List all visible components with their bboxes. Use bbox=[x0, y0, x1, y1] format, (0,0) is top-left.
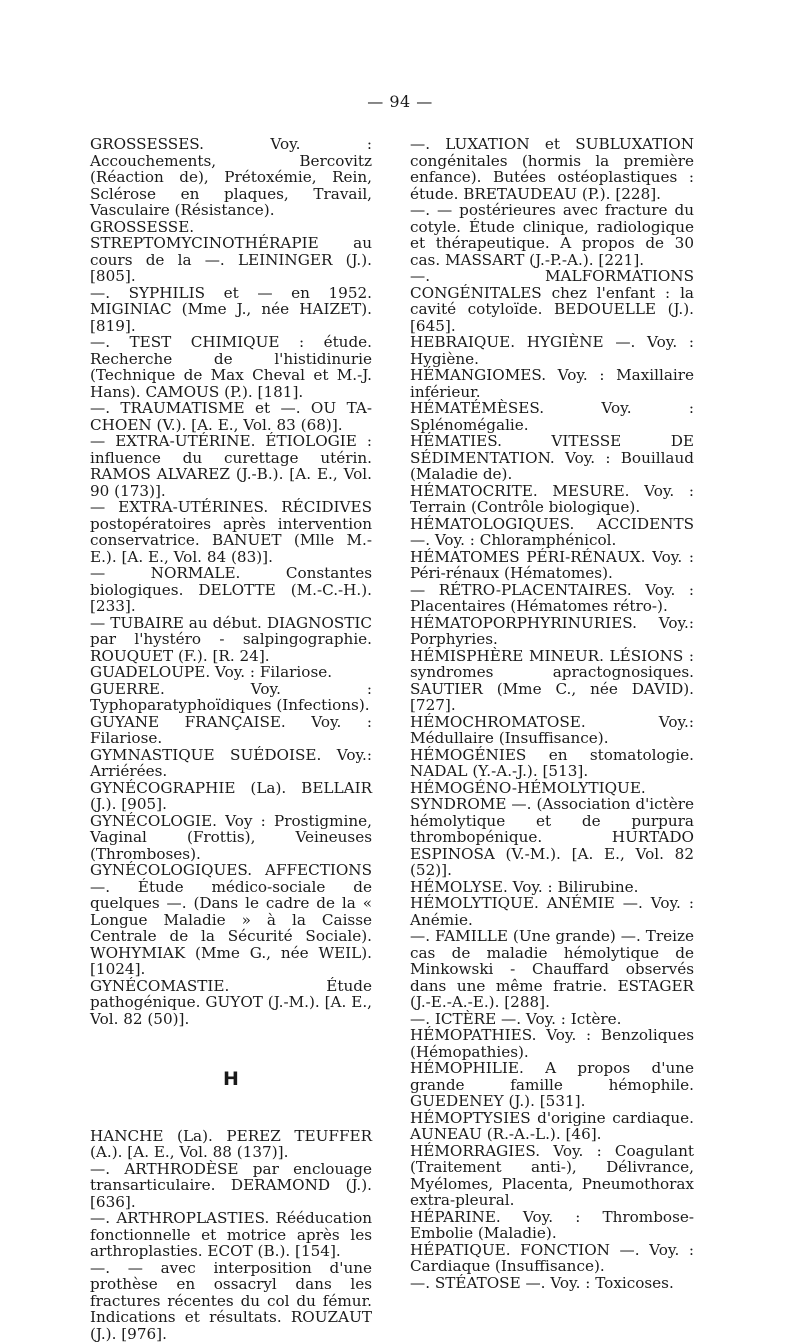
index-entry-text: —. ICTÈRE —. Voy. : Ictère. bbox=[410, 1009, 622, 1028]
index-entry-text: HÉMOPATHIES. Voy. : Benzoliques (Hémopathies). bbox=[410, 1026, 699, 1061]
index-entry bbox=[410, 580, 699, 615]
index-entry bbox=[410, 712, 699, 747]
index-entry bbox=[410, 1240, 699, 1275]
index-entry bbox=[410, 267, 699, 335]
index-entry bbox=[410, 1209, 694, 1242]
index-entry-text: — RÉTRO-PLACENTAIRES. Voy. : Placentaires (Hématomes rétro-). bbox=[410, 580, 699, 615]
index-entry bbox=[90, 712, 377, 747]
index-entry-text: HÉMOGÉNO-HÉMOLYTIQUE. SYNDROME —. (Association d'ictère hémolytique et de purpura thrombopénique. HURTADO ESPINOSA (V.-M.). [A. E., Vol. 82 (52)]. bbox=[410, 778, 699, 879]
index-entry-text: HÉMOLYSE. Voy. : Bilirubine. bbox=[410, 877, 639, 896]
index-entry bbox=[410, 778, 699, 879]
index-entry-text: —. MALFORMATIONS CONGÉNITALES chez l'enfant : la cavité cotyloïde. BEDOUELLE (J.). [645]. bbox=[410, 267, 699, 335]
index-entry-text: HÉMANGIOMES. Voy. : Maxillaire inférieur. bbox=[410, 366, 699, 401]
index-entry bbox=[90, 1258, 377, 1343]
index-entry-text: HEBRAIQUE. HYGIÈNE —. Voy. : Hygiène. bbox=[410, 333, 699, 368]
index-entry-text: HÉMATOLOGIQUES. ACCIDENTS —. Voy. : Chloramphénicol. bbox=[410, 514, 699, 549]
index-entry bbox=[410, 646, 699, 714]
index-entry-text: —. SYPHILIS et — en 1952. MIGINIAC (Mme J., née HAIZET). [819]. bbox=[90, 283, 377, 335]
index-entry bbox=[410, 1011, 694, 1028]
section-letter-heading: H bbox=[223, 1068, 239, 1090]
index-entry-text: HÉMATIES. VITESSE DE SÉDIMENTATION. Voy. : Bouillaud (Maladie de). bbox=[410, 432, 699, 483]
index-entry-text: — EXTRA-UTÉRINE. ÉTIOLOGIE : influence du curettage utérin. RAMOS ALVAREZ (J.-B.). [A. E., Vol. 90 (173)]. bbox=[90, 432, 377, 500]
index-entry bbox=[90, 135, 377, 219]
index-entry bbox=[410, 745, 699, 780]
index-entry bbox=[410, 1141, 699, 1209]
index-entry-text: GYNÉCOLOGIQUES. AFFECTIONS —. Étude médico-sociale de quelques —. (Dans le cadre de la « Longue Maladie » à la Caisse Centrale de la Sécurité Sociale). WOHYMIAK (Mme G., née WEIL). [1024]. bbox=[90, 861, 377, 978]
index-entry-text: —. LUXATION et SUBLUXATION congénitales (hormis la première enfance). Butées ostéoplastiques : étude. BRETAUDEAU (P.). [228]. bbox=[410, 135, 699, 203]
index-entry-text: GUADELOUPE. Voy. : Filariose. bbox=[90, 663, 333, 681]
entry-list-left-after bbox=[90, 1126, 377, 1343]
index-entry bbox=[410, 927, 699, 1011]
index-entry bbox=[90, 1126, 377, 1161]
index-entry bbox=[410, 547, 699, 582]
index-entry-text: HÉMOCHROMATOSE. Voy.: Médullaire (Insuffisance). bbox=[410, 712, 699, 747]
index-entry bbox=[90, 811, 377, 863]
index-entry bbox=[410, 613, 699, 648]
index-entry-text: —. — postérieures avec fracture du cotyle. Étude clinique, radiologique et thérapeutique. A propos de 30 cas. MASSART (J.-P.-A.). [221]. bbox=[410, 201, 699, 269]
index-entry bbox=[90, 976, 377, 1028]
index-entry bbox=[410, 333, 699, 368]
index-entry bbox=[410, 135, 699, 203]
index-entry bbox=[90, 283, 377, 335]
index-entry-text: HÉMOPTYSIES d'origine cardiaque. AUNEAU (R.-A.-L.). [46]. bbox=[410, 1108, 699, 1143]
index-entry bbox=[410, 894, 699, 929]
index-entry-text: —. STÉATOSE —. Voy. : Toxicoses. bbox=[410, 1273, 674, 1292]
index-entry bbox=[90, 217, 377, 285]
index-entry bbox=[90, 613, 377, 665]
index-entry-text: GUERRE. Voy. : Typhoparatyphoïdiques (Infections). bbox=[90, 679, 377, 714]
index-column-left bbox=[90, 135, 377, 1343]
page-number: — 94 — bbox=[367, 92, 433, 111]
index-entry bbox=[410, 366, 699, 401]
index-entry bbox=[90, 498, 377, 566]
index-entry-text: HÉMISPHÈRE MINEUR. LÉSIONS : syndromes apractognosiques. SAUTIER (Mme C., née DAVID). [727]. bbox=[410, 646, 699, 714]
index-entry bbox=[410, 201, 699, 269]
index-entry bbox=[90, 400, 372, 433]
index-entry-text: HÉPARINE. Voy. : Thrombose-Embolie (Maladie). bbox=[410, 1207, 694, 1242]
index-entry bbox=[410, 1026, 699, 1061]
entry-list-left bbox=[90, 135, 377, 1028]
index-entry-text: GYMNASTIQUE SUÉDOISE. Voy.: Arriérées. bbox=[90, 745, 377, 780]
index-entry bbox=[410, 399, 699, 434]
index-entry-text: —. ARTHROPLASTIES. Rééducation fonctionnelle et motrice après les arthroplasties. ECOT (B.). [154]. bbox=[90, 1209, 377, 1260]
index-entry-text: GYNÉCOLOGIE. Voy : Prostigmine, Vaginal (Frottis), Veineuses (Thromboses). bbox=[90, 811, 377, 863]
index-entry bbox=[90, 1159, 377, 1211]
index-entry-text: HÉMOPHILIE. A propos d'une grande famille hémophile. GUEDENEY (J.). [531]. bbox=[410, 1059, 699, 1110]
index-entry-text: —. TEST CHIMIQUE : étude. Recherche de l'histidinurie (Technique de Max Cheval et M.-J. Hans). CAMOUS (P.). [181]. bbox=[90, 333, 377, 401]
index-entry bbox=[410, 514, 699, 549]
index-entry-text: HÉMOGÉNIES en stomatologie. NADAL (Y.-A.-J.). [513]. bbox=[410, 745, 699, 780]
index-entry bbox=[90, 1209, 377, 1260]
index-column-right bbox=[410, 135, 699, 1292]
index-entry bbox=[410, 1108, 699, 1143]
index-entry bbox=[90, 333, 377, 401]
index-entry bbox=[90, 778, 377, 813]
index-entry bbox=[90, 745, 377, 780]
index-entry-text: — NORMALE. Constantes biologiques. DELOTTE (M.-C.-H.). [233]. bbox=[90, 564, 377, 615]
index-entry-text: GYNÉCOGRAPHIE (La). BELLAIR (J.). [905]. bbox=[90, 778, 377, 813]
index-entry-text: —. — avec interposition d'une prothèse en ossacryl dans les fractures récentes du col du fémur. Indications et résultats. ROUZAUT (J.). [976]. bbox=[90, 1258, 377, 1343]
index-entry bbox=[90, 664, 372, 681]
index-entry-text: — EXTRA-UTÉRINES. RÉCIDIVES postopératoires après intervention conservatrice. BANUET (Mlle M.-E.). [A. E., Vol. 84 (83)]. bbox=[90, 498, 377, 566]
index-entry-text: HÉMATÉMÈSES. Voy. : Splénomégalie. bbox=[410, 399, 699, 434]
index-entry bbox=[410, 432, 699, 483]
index-entry-text: HÉMATOCRITE. MESURE. Voy. : Terrain (Contrôle biologique). bbox=[410, 481, 699, 516]
index-entry bbox=[90, 564, 377, 615]
entry-list-right bbox=[410, 135, 699, 1292]
index-entry-text: GROSSESSE. STREPTOMYCINOTHÉRAPIE au cours de la —. LEININGER (J.). [805]. bbox=[90, 217, 377, 285]
index-entry-text: HÉPATIQUE. FONCTION —. Voy. : Cardiaque (Insuffisance). bbox=[410, 1240, 699, 1275]
index-entry-text: HÉMATOMES PÉRI-RÉNAUX. Voy. : Péri-rénaux (Hématomes). bbox=[410, 547, 699, 582]
index-entry-text: —. FAMILLE (Une grande) —. Treize cas de maladie hémolytique de Minkowski - Chauffard observés dans une même fratrie. ESTAGER (J.-E.-A.-E.). [288]. bbox=[410, 927, 699, 1011]
index-entry bbox=[90, 432, 377, 500]
index-entry-text: HÉMOLYTIQUE. ANÉMIE —. Voy. : Anémie. bbox=[410, 894, 699, 929]
index-entry-text: GROSSESSES. Voy. : Accouchements, Bercovitz (Réaction de), Prétoxémie, Rein, Sclérose en plaques, Travail, Vasculaire (Résistance). bbox=[90, 135, 377, 219]
index-entry-text: GYNÉCOMASTIE. Étude pathogénique. GUYOT (J.-M.). [A. E., Vol. 82 (50)]. bbox=[90, 976, 377, 1028]
index-entry-text: GUYANE FRANÇAISE. Voy. : Filariose. bbox=[90, 712, 377, 747]
index-entry bbox=[410, 1275, 694, 1292]
index-entry-text: —. TRAUMATISME et —. OU TA-CHOEN (V.). [A. E., Vol. 83 (68)]. bbox=[90, 399, 372, 434]
index-entry-text: — TUBAIRE au début. DIAGNOSTIC par l'hystéro - salpingographie. ROUQUET (F.). [R. 24]. bbox=[90, 613, 377, 665]
index-entry bbox=[90, 679, 377, 714]
index-entry-text: HÉMATOPORPHYRINURIES. Voy.: Porphyries. bbox=[410, 613, 699, 648]
index-entry bbox=[410, 481, 699, 516]
index-entry-text: HÉMORRAGIES. Voy. : Coagulant (Traitement anti-), Délivrance, Myélomes, Placenta, Pneumothorax extra-pleural. bbox=[410, 1141, 699, 1209]
index-entry-text: —. ARTHRODÈSE par enclouage transarticulaire. DERAMOND (J.). [636]. bbox=[90, 1159, 377, 1211]
index-entry bbox=[90, 861, 377, 978]
index-entry-text: HANCHE (La). PEREZ TEUFFER (A.). [A. E., Vol. 88 (137)]. bbox=[90, 1126, 377, 1161]
index-entry bbox=[410, 879, 694, 896]
index-entry bbox=[410, 1059, 699, 1110]
